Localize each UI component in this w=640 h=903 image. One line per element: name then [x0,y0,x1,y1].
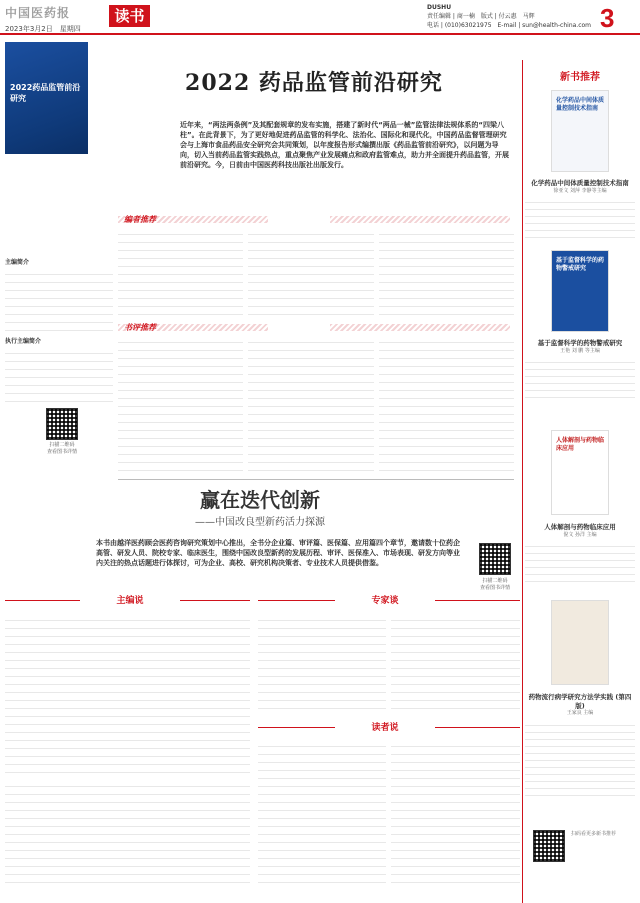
page-number: 3 [600,3,615,33]
sidebar-book-author: 王艳 刘 鹏 等主编 [560,348,600,354]
qr-code[interactable] [533,830,565,862]
article-lead: 近年来，“两法两条例”及其配套规章的发布实施，搭建了新时代“两品一械”监管法律法规体系的“四梁八柱”。在此背景下，为了更好地促进药品监管的科学化、法治化、国际化和现代化，中国药品监督管理研究会与上海市食品药品安全研究会共同策划，以年度报告形式编撰出版《药品监管前沿研究》，以问题为导向，切入当前药品监管实践热点，重点聚焦产业发展痛点和政府监管难点，助力并全面提升药品监管，开展前沿研究。今，日前由中国医药科技出版社出版发行。 [180,121,509,169]
book-cover-text: 化学药品中间体质量控制技术指南 [556,97,605,112]
editor-says-text [5,614,250,774]
reader-says-text-2 [391,740,520,890]
expert-says-text-1 [258,614,386,714]
contact-line: 电话 | (010)63021975 E-mail | sun@health-china.com [427,22,592,29]
newspaper-logo: 中国医药报 [5,6,71,20]
sidebar-book-cover[interactable] [551,600,609,685]
qr-code[interactable] [46,408,78,440]
article-column-2 [248,228,374,320]
kicker-editor: 主编说 [80,593,180,606]
sidebar-new-books [525,60,635,903]
sidebar-book-author: 王家良 主编 [566,710,594,716]
article-headline: 2022 药品监管前沿研究 [185,70,443,96]
article-column-1 [118,228,243,320]
kicker-expert: 专家谈 [335,593,435,606]
sidebar-book-desc [525,197,635,241]
book-cover-text: 人体解剖与药物临床应用 [556,437,605,452]
sidebar-book-cover[interactable] [551,430,609,515]
editor-bio-label: 主编简介 [5,259,30,266]
story2-subhead: ——中国改良型新药活力探源 [195,517,325,528]
issue-date: 2023年3月2日 星期四 [5,25,81,33]
sidebar-divider [522,60,523,903]
story2-headline: 赢在迭代创新 [200,488,320,512]
article-column-6 [379,336,514,476]
sidebar-book-desc [525,357,635,401]
sidebar-qr-caption: 扫码看更多新书推荐 [571,831,617,837]
section-code: DUSHU [427,4,452,11]
qr-caption: 扫描二维码 查看图书详情 [46,442,77,455]
writer-bio-text [5,347,113,403]
hero-article [0,36,520,256]
sidebar-book-cover[interactable] [551,250,609,332]
sidebar-book-title: 人体解剖与药物临床应用 [544,523,616,531]
writer-bio-label: 执行主编简介 [5,338,42,345]
sidebar-book-author: 徐亚文 刘萍 李静等主编 [553,188,607,194]
masthead [0,0,640,34]
book-cover-text: 基于监督科学的药物警戒研究 [556,257,605,272]
sidebar-book-desc [525,541,635,585]
sidebar-book-author: 倪文 孙洋 主编 [563,532,597,538]
editor-tag: 编者推荐 [124,215,156,224]
ribbon-decoration [330,324,510,331]
expert-says-text-2 [391,614,520,714]
qr-caption: 扫描二维码 查看图书详情 [479,578,510,591]
book-cover-title: 2022药品监管前沿研究 [10,83,81,103]
article-column-4 [118,336,243,476]
editor-line: 责任编辑 | 商一楠 版式 | 付云惠 马辉 [427,13,535,20]
article-column-3 [379,228,514,320]
sidebar-book-title: 化学药品中间体质量控制技术指南 [531,179,629,187]
sidebar-book-cover[interactable] [551,90,609,172]
book-cover [5,42,88,154]
editor-info [427,3,591,30]
masthead-rule [0,33,640,35]
story2-lead: 本书由越洋医药顾会医药咨询研究策划中心推出，全书分企业篇、审评篇、医保篇、应用篇四个章节，邀请数十位药企高管、研发人员、院校专家、临床医生，围绕中国改良型新药的发展历程、审评、医保准入、市场表现、研发方向等业内关注的热点话题进行体探讨，可为企业、高校、研究机构决策者、专业技术人员提供借鉴。 [96,539,460,567]
section-badge: 读书 [109,5,150,27]
sidebar-book-title: 药物流行病学研究方法学实践 (第四版) [528,693,632,710]
qr-code[interactable] [479,543,511,575]
article-column-5 [248,336,374,476]
ribbon-decoration [330,216,510,223]
sidebar-book-desc [525,720,635,800]
sidebar-book-title: 基于监督科学的药物警戒研究 [537,339,623,347]
kicker-reader: 读者说 [335,720,435,733]
section-divider [118,479,514,480]
editor-bio-text [5,268,113,332]
sidebar-heading: 新书推荐 [560,72,600,83]
editor-bio-2-text [5,780,250,890]
reader-tag: 书评推荐 [124,323,156,332]
reader-says-text-1 [258,740,386,890]
